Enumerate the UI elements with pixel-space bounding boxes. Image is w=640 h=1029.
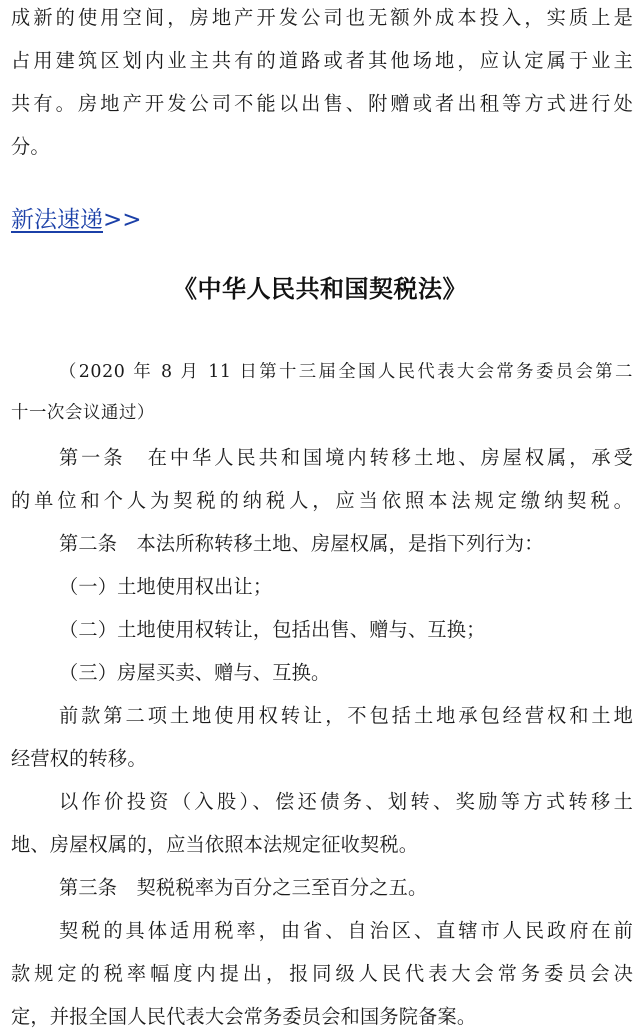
chevron-right-icon: >> [103, 207, 142, 233]
article-3-detail-line: 定，并报全国人民代表大会常务委员会和国务院备案。 [11, 1005, 477, 1028]
article-3-line: 第三条 契税税率为百分之三至百分之五。 [59, 876, 428, 899]
article-2-intro: 第二条 本法所称转移土地、房屋权属，是指下列行为： [59, 532, 544, 555]
article-2-item: （三）房屋买卖、赠与、互换。 [59, 661, 331, 684]
section-heading[interactable] [11, 204, 142, 236]
intro-line: 共有。房地产开发公司不能以出售、附赠或者出租等方式进行处 [11, 92, 633, 115]
article-2-note-line: 地、房屋权属的，应当依照本法规定征收契税。 [11, 833, 419, 856]
article-3-detail-line: 款规定的税率幅度内提出，报同级人民代表大会常务委员会决 [11, 962, 633, 985]
article-2-note-line: 经营权的转移。 [11, 747, 147, 770]
article-3-detail-line: 契税的具体适用税率，由省、自治区、直辖市人民政府在前 [59, 919, 633, 942]
article-1-line: 的单位和个人为契税的纳税人，应当依照本法规定缴纳契税。 [11, 489, 633, 512]
article-2-note-line: 以作价投资（入股）、偿还债务、划转、奖励等方式转移土 [59, 790, 633, 813]
intro-line: 占用建筑区划内业主共有的道路或者其他场地，应认定属于业主 [11, 49, 633, 72]
adoption-note-line: （2020 年 8 月 11 日第十三届全国人民代表大会常务委员会第二 [59, 362, 633, 382]
article-2-item: （一）土地使用权出让； [59, 575, 273, 598]
article-1-line: 第一条 在中华人民共和国境内转移土地、房屋权属，承受 [59, 446, 633, 469]
law-title: 《中华人民共和国契税法》 [173, 274, 467, 303]
section-heading-link[interactable]: 新法速递 [11, 207, 103, 233]
adoption-note-line: 十一次会议通过） [11, 403, 155, 423]
intro-line: 成新的使用空间，房地产开发公司也无额外成本投入，实质上是 [11, 6, 633, 29]
article-2-note-line: 前款第二项土地使用权转让，不包括土地承包经营权和土地 [59, 704, 633, 727]
intro-line: 分。 [11, 135, 50, 158]
article-2-item: （二）土地使用权转让，包括出售、赠与、互换； [59, 618, 486, 641]
